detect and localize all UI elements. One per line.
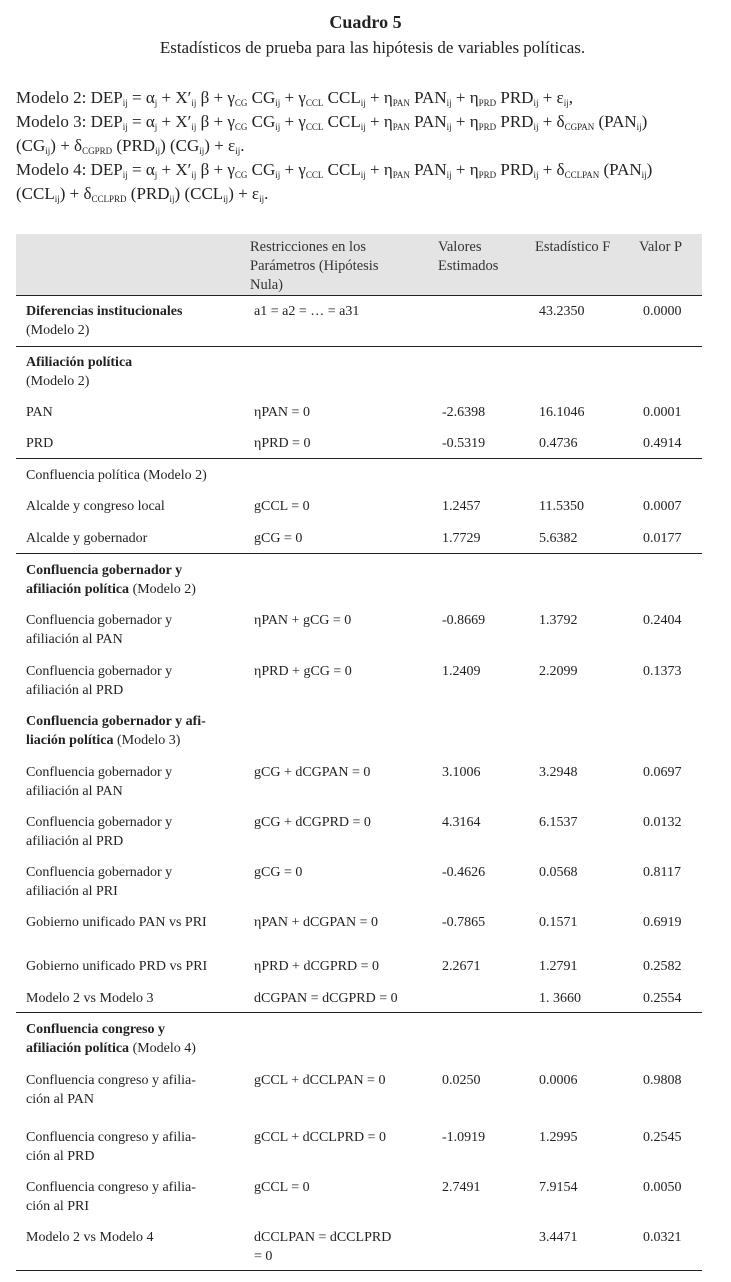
model-equations: Modelo 2: $DEP_{ij} = \alpha_j + X'_{ij}$ $\beta + \gamma_{CG}$ $CG_{ij} + \gamma_{CCL}$ $CCL_{ij} + \eta_{PAN}$ $PAN_{ij} + \eta_{PRD}$ $PRD_{ij} + \varepsilon_{ij}$, Modelo 3: $DEP_{ij} = \alpha_j + X'_{ij}$ $\beta + \gamma_{CG}$ $CG_{ij} + \gamma_{CCL}$ $CCL_{ij} + \eta_{PAN}$ $PAN_{ij} + \eta_{PRD}$ $PRD_{ij} + \delta_{CGPAN}$ $(PAN_{ij})$ $(CG_{ij}) + \delta_{CGPRD}$ $(PRD_{ij}) (CG_{ij}) + \varepsilon_{ij}$. Modelo 4: $DEP_{ij} = \alpha_j + X'_{ij}$ $\beta + \gamma_{CG}$ $CG_{ij} + \gamma_{CCL}$ $CCL_{ij} + \eta_{PAN}$ $PAN_{ij} + \eta_{PRD}$ $PRD_{ij} + \delta_{CCLPAN}$ $(PAN_{ij})$ $(CCL_{ij}) + \delta_{CCLPRD}$ $(PRD_{ij}) (CCL_{ij}) + \varepsilon_{ij}$. — [16, 86, 716, 206]
row-label: Gobierno unificado PAN vs PRI — [26, 915, 207, 930]
row-restriction: a1 = a2 = … = a31 — [254, 304, 360, 319]
row-label: Confluencia gobernador y afi- liación política (Modelo 3) — [26, 714, 206, 748]
table-rule — [16, 346, 702, 347]
row-p-value: 0.0697 — [643, 765, 682, 780]
row-label: Gobierno unificado PRD vs PRI — [26, 959, 208, 974]
row-label: Alcalde y gobernador — [26, 531, 148, 546]
row-f-statistic: 0.0006 — [539, 1073, 578, 1088]
row-p-value: 0.2404 — [643, 613, 682, 628]
row-f-statistic: 1.2791 — [539, 959, 578, 974]
row-restriction: gCG = 0 — [254, 865, 303, 880]
row-restriction: ηPAN = 0 — [254, 405, 310, 420]
header-p-value: Valor P — [639, 239, 683, 255]
row-label: Confluencia gobernador y afiliación al PRD — [26, 815, 173, 849]
row-restriction: dCCLPAN = dCCLPRD = 0 — [254, 1230, 392, 1264]
row-p-value: 0.2554 — [643, 991, 682, 1006]
row-restriction: gCCL + dCCLPAN = 0 — [254, 1073, 386, 1088]
row-label: Alcalde y congreso local — [26, 499, 165, 514]
row-restriction: ηPAN + gCG = 0 — [254, 613, 352, 628]
row-estimate: 2.7491 — [442, 1180, 481, 1195]
table-rule — [16, 458, 702, 459]
row-restriction: dCGPAN = dCGPRD = 0 — [254, 991, 398, 1006]
row-estimate: 3.1006 — [442, 765, 481, 780]
row-restriction: ηPAN + dCGPAN = 0 — [254, 915, 379, 930]
row-restriction: gCG = 0 — [254, 531, 303, 546]
row-label: PRD — [26, 436, 54, 451]
table-header — [16, 234, 702, 296]
row-f-statistic: 1.2995 — [539, 1130, 578, 1145]
row-restriction: gCG + dCGPRD = 0 — [254, 815, 371, 830]
header-estimated: Valores Estimados — [438, 239, 499, 274]
row-f-statistic: 3.4471 — [539, 1230, 578, 1245]
row-label: Confluencia gobernador y afiliación al PAN — [26, 765, 173, 799]
row-f-statistic: 5.6382 — [539, 531, 578, 546]
equation-model-3: Modelo 3: $DEP_{ij} = \alpha_j + X'_{ij}$ $\beta + \gamma_{CG}$ $CG_{ij} + \gamma_{CCL}$ $CCL_{ij} + \eta_{PAN}$ $PAN_{ij} + \eta_{PRD}$ $PRD_{ij} + \delta_{CGPAN}$ $(PAN_{ij})$ — [16, 112, 648, 132]
row-label: Confluencia gobernador y afiliación al PAN — [26, 613, 173, 647]
row-p-value: 0.0007 — [643, 499, 682, 514]
row-label: Confluencia gobernador y afiliación al PRD — [26, 664, 173, 698]
row-restriction: ηPRD + dCGPRD = 0 — [254, 959, 380, 974]
row-label: Modelo 2 vs Modelo 3 — [26, 991, 154, 1006]
row-f-statistic: 6.1537 — [539, 815, 578, 830]
row-estimate: 1.2409 — [442, 664, 481, 679]
row-estimate: -0.5319 — [442, 436, 486, 451]
table-rule — [16, 1270, 702, 1271]
row-label: Confluencia gobernador y afiliación al PRI — [26, 865, 173, 899]
header-f-stat: Estadístico F — [535, 239, 611, 255]
row-p-value: 0.6919 — [643, 915, 682, 930]
row-label: PAN — [26, 405, 53, 420]
row-estimate: -0.7865 — [442, 915, 486, 930]
row-label: Modelo 2 vs Modelo 4 — [26, 1230, 154, 1245]
row-label: Confluencia congreso y afilia- ción al PRI — [26, 1180, 196, 1214]
equation-model-2: Modelo 2: $DEP_{ij} = \alpha_j + X'_{ij}$ $\beta + \gamma_{CG}$ $CG_{ij} + \gamma_{CCL}$ $CCL_{ij} + \eta_{PAN}$ $PAN_{ij} + \eta_{PRD}$ $PRD_{ij} + \varepsilon_{ij}$, — [16, 88, 573, 108]
row-label: Confluencia congreso y afilia- ción al PRD — [26, 1130, 196, 1164]
row-restriction: gCCL = 0 — [254, 1180, 310, 1195]
row-f-statistic: 0.4736 — [539, 436, 578, 451]
row-restriction: ηPRD = 0 — [254, 436, 311, 451]
row-p-value: 0.0050 — [643, 1180, 682, 1195]
row-label: Afiliación política (Modelo 2) — [26, 355, 133, 389]
equation-model-4: Modelo 4: $DEP_{ij} = \alpha_j + X'_{ij}$ $\beta + \gamma_{CG}$ $CG_{ij} + \gamma_{CCL}$ $CCL_{ij} + \eta_{PAN}$ $PAN_{ij} + \eta_{PRD}$ $PRD_{ij} + \delta_{CCLPAN}$ $(PAN_{ij})$ — [16, 160, 653, 180]
row-estimate: 4.3164 — [442, 815, 481, 830]
row-p-value: 0.1373 — [643, 664, 682, 679]
row-p-value: 0.0321 — [643, 1230, 682, 1245]
row-label: Confluencia congreso y afilia- ción al PAN — [26, 1073, 196, 1107]
row-label: Confluencia política (Modelo 2) — [26, 468, 207, 483]
row-estimate: -0.8669 — [442, 613, 486, 628]
row-restriction: ηPRD + gCG = 0 — [254, 664, 352, 679]
row-p-value: 0.4914 — [643, 436, 682, 451]
row-estimate: -1.0919 — [442, 1130, 486, 1145]
row-f-statistic: 7.9154 — [539, 1180, 578, 1195]
row-restriction: gCG + dCGPAN = 0 — [254, 765, 371, 780]
row-f-statistic: 1.3792 — [539, 613, 578, 628]
table-title: Cuadro 5 — [329, 12, 402, 32]
row-f-statistic: 11.5350 — [539, 499, 584, 514]
row-f-statistic: 16.1046 — [539, 405, 585, 420]
row-p-value: 0.2545 — [643, 1130, 682, 1145]
row-estimate: 2.2671 — [442, 959, 481, 974]
row-f-statistic: 43.2350 — [539, 304, 585, 319]
table-rule — [16, 553, 702, 554]
row-f-statistic: 0.1571 — [539, 915, 578, 930]
row-restriction: gCCL = 0 — [254, 499, 310, 514]
row-p-value: 0.9808 — [643, 1073, 682, 1088]
row-restriction: gCCL + dCCLPRD = 0 — [254, 1130, 386, 1145]
row-estimate: 1.2457 — [442, 499, 481, 514]
row-estimate: -2.6398 — [442, 405, 486, 420]
row-f-statistic: 3.2948 — [539, 765, 578, 780]
row-estimate: -0.4626 — [442, 865, 486, 880]
row-label: Diferencias institucionales (Modelo 2) — [26, 304, 183, 338]
header-restrictions: Restricciones en los Parámetros (Hipótesis Nula) — [250, 239, 379, 293]
row-p-value: 0.0000 — [643, 304, 682, 319]
row-estimate: 0.0250 — [442, 1073, 481, 1088]
row-p-value: 0.0132 — [643, 815, 682, 830]
row-p-value: 0.2582 — [643, 959, 682, 974]
row-f-statistic: 2.2099 — [539, 664, 578, 679]
table-subtitle: Estadísticos de prueba para las hipótesis de variables políticas. — [159, 38, 586, 57]
row-p-value: 0.8117 — [643, 865, 681, 880]
row-label: Confluencia gobernador y afiliación política (Modelo 2) — [26, 563, 196, 597]
row-estimate: 1.7729 — [442, 531, 481, 546]
row-label: Confluencia congreso y afiliación política (Modelo 4) — [26, 1022, 196, 1056]
row-f-statistic: 1. 3660 — [539, 991, 581, 1006]
table-rule — [16, 1012, 702, 1013]
row-p-value: 0.0177 — [643, 531, 682, 546]
row-f-statistic: 0.0568 — [539, 865, 578, 880]
row-p-value: 0.0001 — [643, 405, 682, 420]
